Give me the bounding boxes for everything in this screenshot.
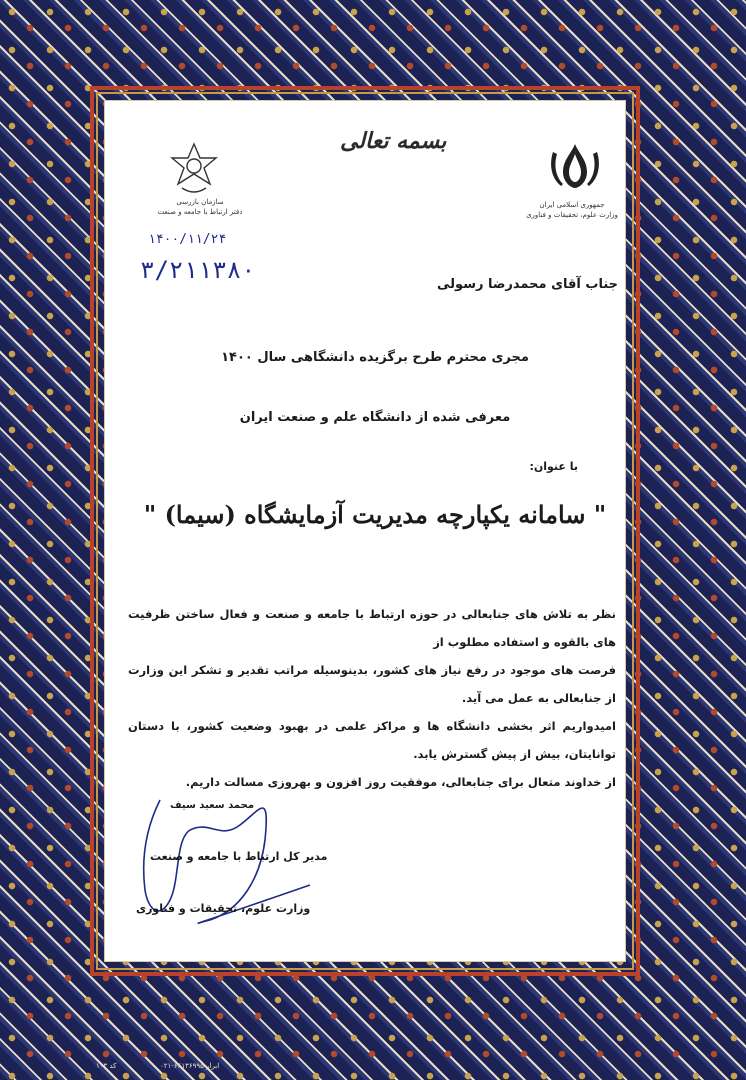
certificate-body [128, 600, 616, 796]
subject-label: با عنوان: [529, 460, 578, 473]
intro-line-2: معرفی شده از دانشگاه علم و صنعت ایران [239, 410, 511, 425]
recipient-name: جناب آقای محمدرضا رسولی [437, 277, 618, 292]
signatory-ministry: وزارت علوم، تحقیقات و فناوری [136, 902, 311, 915]
body-paragraph: امیدواریم اثر بخشی دانشگاه ها و مراکز علمی در بهبود وضعیت کشور، با دستان توانایتان، بیش از پیش گسترش یابد. [128, 719, 616, 761]
inspection-emblem-icon [164, 140, 224, 200]
letter-date: ۱۴۰۰/۱۱/۲۴ [148, 232, 227, 247]
iran-emblem-icon [545, 140, 605, 192]
form-code: کد ۱۰۳ [96, 1062, 117, 1070]
intro-line-1: مجری محترم طرح برگزیده دانشگاهی سال ۱۴۰۰ [221, 350, 529, 365]
issuer-left-org: سازمان بازرسی دفتر ارتباط با جامعه و صنعت [157, 198, 243, 216]
letter-number: ۳/۲۱۱۳۸۰ [140, 256, 256, 284]
signatory-name: محمد سعید سیف [170, 800, 255, 811]
project-title: " سامانه یکپارچه مدیریت آزمایشگاه (سیما) " [143, 500, 607, 529]
signatory-title: مدیر کل ارتباط با جامعه و صنعت [150, 850, 328, 863]
issuer-right-org: جمهوری اسلامی ایران وزارت علوم، تحقیقات و فناوری [526, 201, 618, 219]
body-paragraph: نظر به تلاش های جنابعالی در حوزه ارتباط با جامعه و صنعت و فعال ساختن ظرفیت های بالقوه و استفاده مطلوب از [128, 607, 616, 649]
bismillah-heading: بسمه تعالی [340, 128, 447, 154]
body-paragraph: فرصت های موجود در رفع نیاز های کشور، بدینوسیله مراتب تقدیر و تشکر این وزارت از جنابعالی به عمل می آید. [128, 663, 616, 705]
body-paragraph: از خداوند متعال برای جنابعالی، موفقیت روز افزون و بهروزی مسالت داریم. [185, 775, 616, 789]
print-phone: ابرار ۶۶۱۳۶۹۹۵-۰۲۱ [160, 1062, 220, 1070]
